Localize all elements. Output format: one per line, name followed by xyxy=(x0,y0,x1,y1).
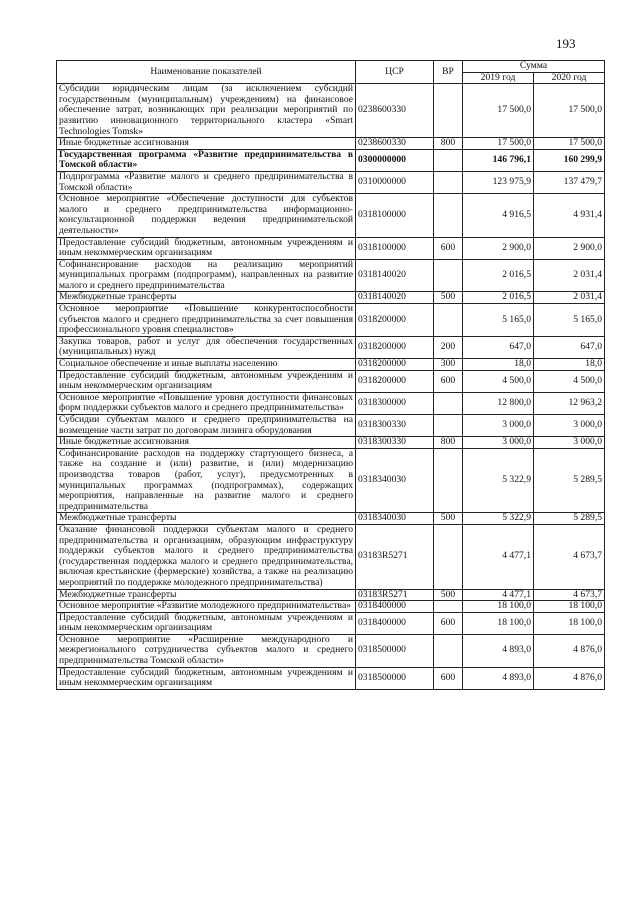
row-sum-2020: 4 673,7 xyxy=(534,524,605,589)
table-row xyxy=(57,171,605,193)
row-sum-2020: 160 299,9 xyxy=(534,149,605,171)
table-row xyxy=(57,336,605,358)
row-vr xyxy=(434,524,463,589)
row-sum-2019: 4 500,0 xyxy=(463,370,534,392)
row-vr xyxy=(434,634,463,667)
row-csr: 0318300000 xyxy=(356,392,434,414)
row-csr: 0318100000 xyxy=(356,194,434,237)
row-sum-2019: 5 322,9 xyxy=(463,448,534,513)
row-sum-2020: 3 000,0 xyxy=(534,437,605,449)
row-sum-2020: 4 876,0 xyxy=(534,667,605,689)
row-sum-2020: 2 031,4 xyxy=(534,292,605,304)
row-name: Государственная программа «Развитие предпринимательства в Томской области» xyxy=(57,149,356,171)
row-sum-2020: 647,0 xyxy=(534,336,605,358)
row-vr: 600 xyxy=(434,370,463,392)
row-name: Предоставление субсидий бюджетным, автономным учреждениям и иным некоммерческим организациям xyxy=(57,612,356,634)
row-name: Межбюджетные трансферты xyxy=(57,513,356,525)
row-sum-2019: 146 796,1 xyxy=(463,149,534,171)
row-name: Межбюджетные трансферты xyxy=(57,292,356,304)
row-sum-2019: 4 477,1 xyxy=(463,589,534,601)
row-vr: 500 xyxy=(434,292,463,304)
row-csr: 0318500000 xyxy=(356,634,434,667)
table-row xyxy=(57,634,605,667)
row-vr xyxy=(434,601,463,613)
row-sum-2020: 5 289,5 xyxy=(534,513,605,525)
row-sum-2019: 18 100,0 xyxy=(463,601,534,613)
row-sum-2020: 5 289,5 xyxy=(534,448,605,513)
row-csr: 0318200000 xyxy=(356,359,434,371)
row-vr xyxy=(434,259,463,292)
row-vr: 500 xyxy=(434,513,463,525)
row-name: Субсидии субъектам малого и среднего предпринимательства на возмещение части затрат по договорам лизинга оборудования xyxy=(57,415,356,437)
row-csr: 0300000000 xyxy=(356,149,434,171)
row-vr: 500 xyxy=(434,589,463,601)
row-vr xyxy=(434,415,463,437)
table-row xyxy=(57,370,605,392)
row-csr: 0318200000 xyxy=(356,336,434,358)
table-row xyxy=(57,359,605,371)
table-row xyxy=(57,448,605,513)
row-name: Иные бюджетные ассигнования xyxy=(57,437,356,449)
row-csr: 0310000000 xyxy=(356,171,434,193)
row-sum-2019: 17 500,0 xyxy=(463,84,534,138)
table-row xyxy=(57,513,605,525)
table-body xyxy=(57,84,605,690)
row-name: Основное мероприятие «Расширение международного и межрегионального сотрудничества субъектов малого и среднего предпринимательства Томской области» xyxy=(57,634,356,667)
row-sum-2019: 4 477,1 xyxy=(463,524,534,589)
table-row xyxy=(57,259,605,292)
table-row xyxy=(57,601,605,613)
row-name: Основное мероприятие «Повышение конкурентоспособности субъектов малого и среднего предпринимательства за счет повышения профессионального уровня специалистов» xyxy=(57,304,356,337)
header-name: Наименование показателей xyxy=(57,61,356,84)
header-csr: ЦСР xyxy=(356,61,434,84)
row-vr xyxy=(434,84,463,138)
table-row xyxy=(57,589,605,601)
table-row xyxy=(57,524,605,589)
row-sum-2020: 4 500,0 xyxy=(534,370,605,392)
row-vr xyxy=(434,149,463,171)
row-vr: 800 xyxy=(434,138,463,150)
header-year-2019: 2019 год xyxy=(463,72,534,84)
table-row xyxy=(57,84,605,138)
row-name: Иные бюджетные ассигнования xyxy=(57,138,356,150)
row-sum-2019: 4 916,5 xyxy=(463,194,534,237)
budget-table xyxy=(56,60,605,690)
row-sum-2019: 123 975,9 xyxy=(463,171,534,193)
row-sum-2019: 647,0 xyxy=(463,336,534,358)
row-name: Межбюджетные трансферты xyxy=(57,589,356,601)
row-name: Закупка товаров, работ и услуг для обеспечения государственных (муниципальных) нужд xyxy=(57,336,356,358)
row-name: Основное мероприятие «Повышение уровня доступности финансовых форм поддержки субъектов малого и среднего предпринимательства» xyxy=(57,392,356,414)
row-csr: 0318200000 xyxy=(356,370,434,392)
row-csr: 0318140020 xyxy=(356,292,434,304)
row-csr: 0318340030 xyxy=(356,513,434,525)
row-name: Подпрограмма «Развитие малого и среднего предпринимательства в Томской области» xyxy=(57,171,356,193)
row-sum-2019: 5 322,9 xyxy=(463,513,534,525)
table-row xyxy=(57,194,605,237)
row-vr: 600 xyxy=(434,237,463,259)
row-sum-2020: 18 100,0 xyxy=(534,601,605,613)
table-row xyxy=(57,138,605,150)
row-sum-2019: 18 100,0 xyxy=(463,612,534,634)
row-csr: 0318140020 xyxy=(356,259,434,292)
row-vr xyxy=(434,392,463,414)
row-csr: 03183R5271 xyxy=(356,524,434,589)
row-sum-2019: 2 900,0 xyxy=(463,237,534,259)
row-sum-2019: 4 893,0 xyxy=(463,667,534,689)
row-sum-2020: 4 876,0 xyxy=(534,634,605,667)
row-sum-2020: 4 673,7 xyxy=(534,589,605,601)
row-csr: 0318400000 xyxy=(356,601,434,613)
row-sum-2020: 2 900,0 xyxy=(534,237,605,259)
row-sum-2020: 4 931,4 xyxy=(534,194,605,237)
row-csr: 0318500000 xyxy=(356,667,434,689)
table-header xyxy=(57,61,605,84)
row-sum-2019: 17 500,0 xyxy=(463,138,534,150)
table-row xyxy=(57,292,605,304)
table-row xyxy=(57,667,605,689)
row-csr: 0318100000 xyxy=(356,237,434,259)
row-sum-2019: 18,0 xyxy=(463,359,534,371)
header-sum: Сумма xyxy=(463,61,605,73)
row-vr xyxy=(434,171,463,193)
row-vr xyxy=(434,448,463,513)
row-sum-2020: 3 000,0 xyxy=(534,415,605,437)
table-row xyxy=(57,304,605,337)
row-sum-2019: 5 165,0 xyxy=(463,304,534,337)
row-name: Социальное обеспечение и иные выплаты населению xyxy=(57,359,356,371)
row-name: Оказание финансовой поддержки субъектам малого и среднего предпринимательства и организациям, образующим инфраструктуру поддержки субъектов малого и среднего предпринимательства (государственная поддержка малого и среднего предпринимательства, включая крестьянские (фермерские) хозяйства, а также на реализацию мероприятий по поддержке молодежного предпринимательства) xyxy=(57,524,356,589)
row-sum-2019: 12 800,0 xyxy=(463,392,534,414)
row-vr: 800 xyxy=(434,437,463,449)
table-row xyxy=(57,437,605,449)
row-name: Софинансирование расходов на поддержку стартующего бизнеса, а также на создание и (или) развитие, и (или) модернизацию производства товаров (работ, услуг), предусмотренных в муниципальных программах (подпрограммах), содержащих мероприятия, направленные на развитие малого и среднего предпринимательства xyxy=(57,448,356,513)
header-vr: ВР xyxy=(434,61,463,84)
row-sum-2020: 2 031,4 xyxy=(534,259,605,292)
header-year-2020: 2020 год xyxy=(534,72,605,84)
row-sum-2020: 12 963,2 xyxy=(534,392,605,414)
row-sum-2019: 4 893,0 xyxy=(463,634,534,667)
row-vr: 300 xyxy=(434,359,463,371)
page-number: 193 xyxy=(556,36,576,51)
row-name: Субсидии юридическим лицам (за исключением субсидий государственным (муниципальным) учреждениям) на финансовое обеспечение затрат, возникающих при реализации мероприятий по развитию инновационного территориального кластера «Smart Technologies Tomsk» xyxy=(57,84,356,138)
row-vr: 200 xyxy=(434,336,463,358)
row-csr: 0318300330 xyxy=(356,415,434,437)
row-sum-2019: 3 000,0 xyxy=(463,437,534,449)
row-vr: 600 xyxy=(434,667,463,689)
row-csr: 0238600330 xyxy=(356,84,434,138)
table-row xyxy=(57,149,605,171)
row-sum-2020: 5 165,0 xyxy=(534,304,605,337)
row-sum-2019: 2 016,5 xyxy=(463,259,534,292)
table-row xyxy=(57,237,605,259)
row-sum-2020: 18,0 xyxy=(534,359,605,371)
row-sum-2019: 3 000,0 xyxy=(463,415,534,437)
row-csr: 0318400000 xyxy=(356,612,434,634)
row-csr: 0318200000 xyxy=(356,304,434,337)
row-sum-2020: 17 500,0 xyxy=(534,84,605,138)
row-name: Предоставление субсидий бюджетным, автономным учреждениям и иным некоммерческим организациям xyxy=(57,237,356,259)
row-sum-2019: 2 016,5 xyxy=(463,292,534,304)
row-sum-2020: 18 100,0 xyxy=(534,612,605,634)
row-name: Предоставление субсидий бюджетным, автономным учреждениям и иным некоммерческим организациям xyxy=(57,667,356,689)
table-row xyxy=(57,392,605,414)
row-name: Основное мероприятие «Обеспечение доступности для субъектов малого и среднего предпринимательства информационно-консультационной поддержки ведения предпринимательской деятельности» xyxy=(57,194,356,237)
row-sum-2020: 17 500,0 xyxy=(534,138,605,150)
table-row xyxy=(57,612,605,634)
row-csr: 0238600330 xyxy=(356,138,434,150)
table-row xyxy=(57,415,605,437)
row-name: Основное мероприятие «Развитие молодежного предпринимательства» xyxy=(57,601,356,613)
row-vr xyxy=(434,304,463,337)
row-sum-2020: 137 479,7 xyxy=(534,171,605,193)
row-vr: 600 xyxy=(434,612,463,634)
row-csr: 0318340030 xyxy=(356,448,434,513)
row-csr: 03183R5271 xyxy=(356,589,434,601)
row-csr: 0318300330 xyxy=(356,437,434,449)
row-vr xyxy=(434,194,463,237)
row-name: Предоставление субсидий бюджетным, автономным учреждениям и иным некоммерческим организациям xyxy=(57,370,356,392)
row-name: Софинансирование расходов на реализацию мероприятий муниципальных программ (подпрограмм), направленных на развитие малого и среднего предпринимательства xyxy=(57,259,356,292)
